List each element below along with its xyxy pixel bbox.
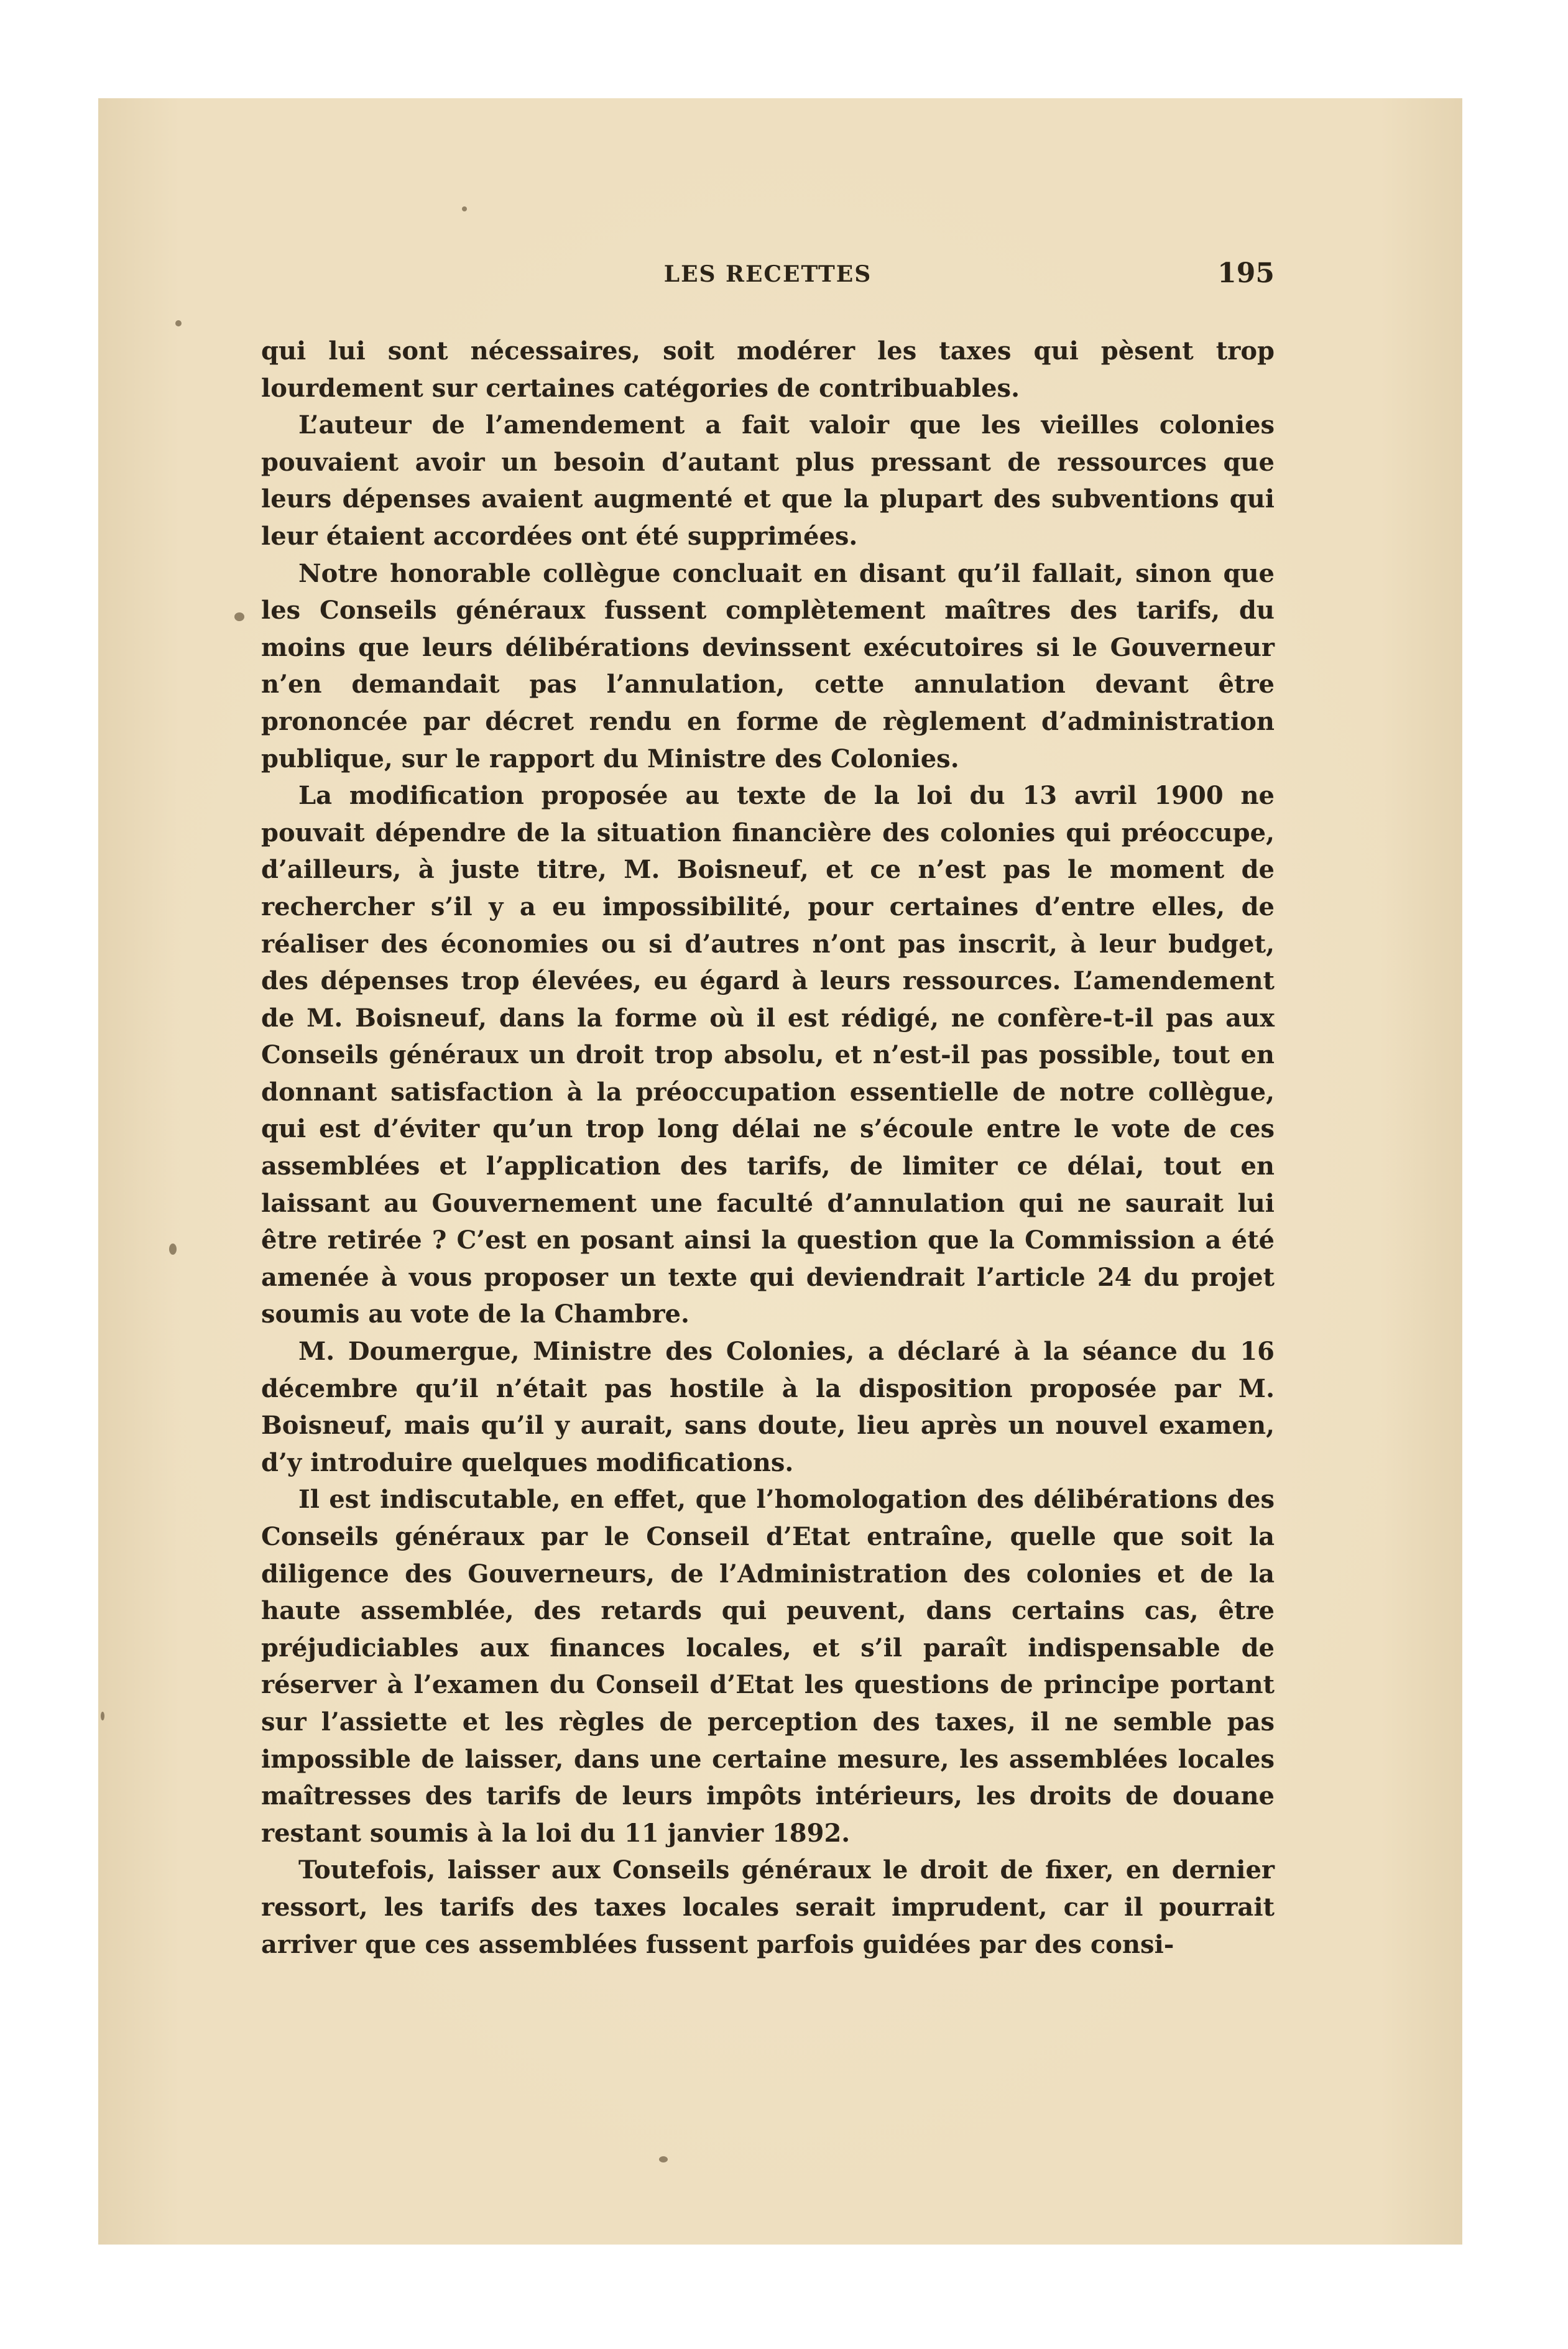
paragraph: Toutefois, laisser aux Conseils généraux le droit de fixer, en dernier ressort, les tarifs des taxes locales serait imprudent, car il pourrait arriver que ces assemblées fussent parfois guidées par des consi-: [261, 1855, 1275, 1959]
paragraph: Notre honorable collègue concluait en disant qu’il fallait, sinon que les Conseils généraux fussent complètement maîtres des tarifs, du moins que leurs délibérations devinssent exécutoires si le Gouverneur n’en demandait pas l’annulation, cette annulation devant être prononcée par décret rendu en forme de règlement d’administration publique, sur le rapport du Ministre des Colonies.: [261, 558, 1275, 773]
page-header: [261, 257, 1275, 298]
ink-speck: [101, 1712, 104, 1720]
ink-speck: [169, 1244, 177, 1255]
ink-speck: [462, 206, 467, 211]
ink-speck: [175, 320, 182, 326]
paragraph: qui lui sont nécessaires, soit modérer les taxes qui pèsent trop lourdement sur certaines catégories de contribuables.: [261, 336, 1275, 403]
paragraph: Il est indiscutable, en effet, que l’homologation des délibérations des Conseils généraux par le Conseil d’Etat entraîne, quelle que soit la diligence des Gouverneurs, de l’Administration des colonies et de la haute assemblée, des retards qui peuvent, dans certains cas, être préjudiciables aux finances locales, et s’il paraît indispensable de réserver à l’examen du Conseil d’Etat les questions de principe portant sur l’assiette et les règles de perception des taxes, il ne semble pas impossible de laisser, dans une certaine mesure, les assemblées locales maîtresses des tarifs de leurs impôts intérieurs, les droits de douane restant soumis à la loi du 11 janvier 1892.: [261, 1485, 1275, 1848]
ink-speck: [659, 2156, 668, 2162]
paragraph: L’auteur de l’amendement a fait valoir que les vieilles colonies pouvaient avoir un besoin d’autant plus pressant de ressources que leurs dépenses avaient augmenté et que la plupart des subventions qui leur étaient accordées ont été supprimées.: [261, 410, 1275, 551]
ink-speck: [234, 612, 244, 621]
page-number: 195: [1217, 257, 1275, 289]
running-title: LES RECETTES: [663, 261, 872, 287]
body-text: [261, 333, 1275, 1963]
paragraph: M. Doumergue, Ministre des Colonies, a déclaré à la séance du 16 décembre qu’il n’était pas hostile à la disposition proposée par M. Boisneuf, mais qu’il y aurait, sans doute, lieu après un nouvel examen, d’y introduire quelques modifications.: [261, 1337, 1275, 1477]
paragraph: La modification proposée au texte de la loi du 13 avril 1900 ne pouvait dépendre de la situation financière des colonies qui préoccupe, d’ailleurs, à juste titre, M. Boisneuf, et ce n’est pas le moment de rechercher s’il y a eu impossibilité, pour certaines d’entre elles, de réaliser des économies ou si d’autres n’ont pas inscrit, à leur budget, des dépenses trop élevées, eu égard à leurs ressources. L’amendement de M. Boisneuf, dans la forme où il est rédigé, ne confère-t-il pas aux Conseils généraux un droit trop absolu, et n’est-il pas possible, tout en donnant satisfaction à la préoccupation essentielle de notre collègue, qui est d’éviter qu’un trop long délai ne s’écoule entre le vote de ces assemblées et l’application des tarifs, de limiter ce délai, tout en laissant au Gouvernement une faculté d’annulation qui ne saurait lui être retirée ? C’est en posant ainsi la question que la Commission a été amenée à vous proposer un texte qui deviendrait l’article 24 du projet soumis au vote de la Chambre.: [261, 781, 1275, 1329]
